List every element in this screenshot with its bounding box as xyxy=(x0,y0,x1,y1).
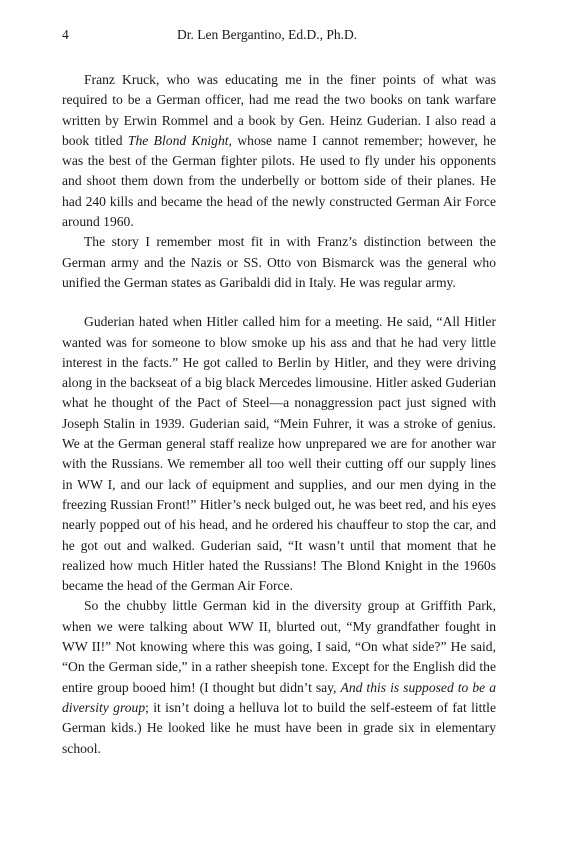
page-number: 4 xyxy=(62,27,69,42)
body-text xyxy=(62,70,496,759)
paragraph-2: The story I remember most fit in with Franz’s distinction between the German army and the Nazis or SS. Otto von Bismarck was the general who unified the German states as Garibaldi did in Italy. He was regular army. xyxy=(62,234,496,290)
paragraph-1 xyxy=(62,70,496,232)
paragraph-text: whose name I cannot remember; however, he was the best of the German fighter pilots. He used to fly under his opponents and shoot them down from the underbelly or bottom side of their planes. He had 240 kills and became the head of the newly constructed German Air Force around 1960. xyxy=(62,132,496,230)
paragraph-text: Franz Kruck, who was educating me in the finer points of what was required to be a German officer, had me read the two books on tank warfare written by Erwin Rommel and a book by Gen. Heinz Guderian. I also read a book titled xyxy=(62,72,496,148)
paragraph-4 xyxy=(62,596,496,758)
paragraph-text: So the chubby little German kid in the diversity group at Griffith Park, when we were talking about WW II, blurted out, “My grandfather fought in WW II!” Not knowing where this was going, I said, “On what side?” He said, “On the German side,” in a rather sheepish tone. Except for the English did the entire group booed him! (I thought but didn’t say, xyxy=(62,598,496,695)
italic-aside: And this is supposed to be a diversity group xyxy=(62,679,497,715)
paragraph-3: Guderian hated when Hitler called him for a meeting. He said, “All Hitler wanted was for someone to blow smoke up his ass and that he had very little interest in the facts.” He got called to Berlin by Hitler, and they were driving along in the backseat of a big black Mercedes limousine. Hitler asked Guderian what he thought of the Pact of Steel—a nonaggression pact just signed with Joseph Stalin in 1939. Guderian said, “Mein Fuhrer, it was a stroke of genius. We at the German general staff realize how unprepared we are for another war with the Russians. We remember all too well their cutting off our supply lines in WW I, and our lack of equipment and supplies, and our men dying in the freezing Russian Front!” Hitler’s neck bulged out, he was beet red, and his eyes nearly popped out of his head, and he ordered his chauffeur to stop the car, and he got out and walked. Guderian said, “It wasn’t until that moment that he realized how much Hitler hated the Russians! The Blond Knight in the 1960s became the head of the German Air Force. xyxy=(62,314,496,594)
page-header xyxy=(62,26,496,44)
book-title-italic: The Blond Knight, xyxy=(127,132,232,148)
running-head: Dr. Len Bergantino, Ed.D., Ph.D. xyxy=(177,27,358,42)
paragraph-text: ; it isn’t doing a helluva lot to build the self-esteem of fat little German kids.) He looked like he must have been in grade six in elementary school. xyxy=(62,699,496,756)
